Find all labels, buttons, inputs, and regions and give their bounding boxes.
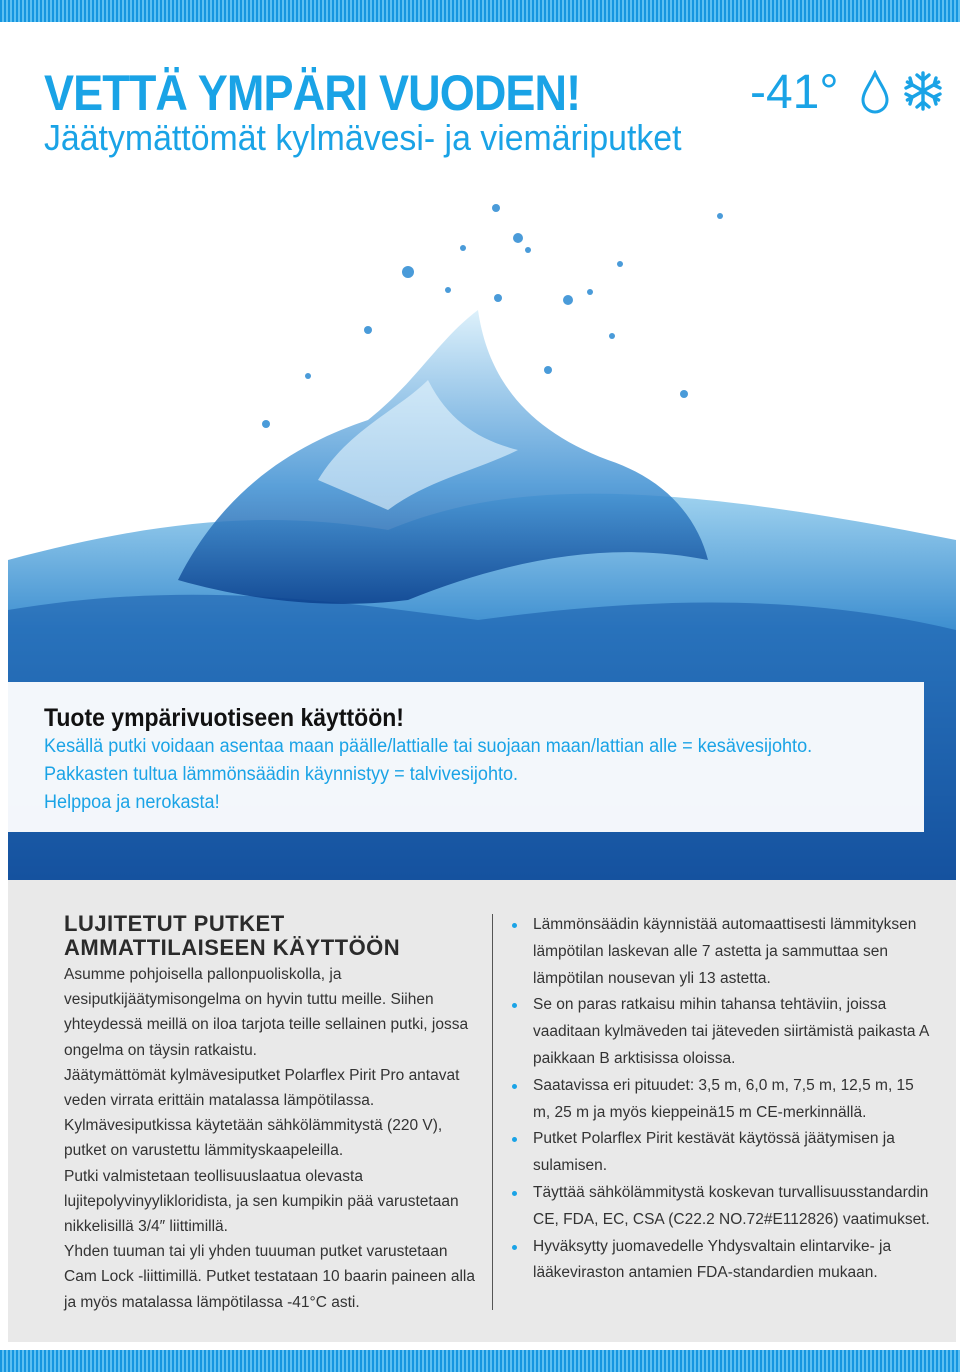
bullet-icon [512,1245,517,1250]
list-item [510,1234,930,1288]
list-item [510,1180,930,1234]
section-body [64,962,484,1315]
bullet-icon [512,1137,517,1142]
list-item [510,1126,930,1180]
list-item-text: Lämmönsäädin käynnistää automaattisesti lämmityksen lämpötilan laskevan alle 7 astetta ja sammuttaa sen lämpötilan nousevan yli 13 astetta. [533,916,917,987]
list-item-text: Putket Polarflex Pirit kestävät käytössä jäätymisen ja sulamisen. [533,1130,895,1175]
feature-list [510,912,930,1287]
paragraph: Putki valmistetaan teollisuuslaatua olevasta lujitepolyvinyylikloridista, ja sen kumpikin pää varustetaan nikkelisillä 3/4″ liittimillä. [64,1167,459,1236]
bullet-icon [512,1191,517,1196]
paragraph: Jäätymättömät kylmävesiputket Polarflex Pirit Pro antavat veden virrata erittäin matalassa lämpötilassa. [64,1066,460,1110]
column-divider [492,914,493,1310]
bottom-stripe [0,1350,960,1372]
page-subtitle: Jäätymättömät kylmävesi- ja viemäriputket [44,117,682,158]
paragraph: Yhden tuuman tai yli yhden tuuuman putket varustetaan Cam Lock -liittimillä. Putket testataan 10 baarin paineen alla ja myös matalassa lämpötilassa -41°C asti. [64,1243,475,1311]
intro-line: Helppoa ja nerokasta! [44,792,220,813]
list-item-text: Saatavissa eri pituudet: 3,5 m, 6,0 m, 7,5 m, 12,5 m, 15 m, 25 m ja myös kieppeinä15 m CE-merkinnällä. [533,1076,914,1121]
paragraph: Kylmävesiputkissa käytetään sähkölämmitystä (220 V), putket on varustettu lämmityskaapeleilla. [64,1117,443,1160]
list-item-text: Täyttää sähkölämmitystä koskevan turvallisuusstandardin CE, FDA, EC, CSA (C22.2 NO.72#E112826) vaatimukset. [533,1183,930,1228]
list-item [510,912,930,992]
list-item-text: Hyväksytty juomavedelle Yhdysvaltain elintarvike- ja lääkeviraston antamien FDA-standardien mukaan. [533,1237,892,1282]
top-stripe [0,0,960,22]
paragraph: Asumme pohjoisella pallonpuoliskolla, ja vesiputkijäätymisongelma on hyvin tuttu meille. Siihen yhteydessä meillä on iloa tarjota teille sellainen putki, jossa ongelma on täysin ratkaistu. [64,966,469,1059]
bullet-icon [512,1084,517,1089]
list-item-text: Se on paras ratkaisu mihin tahansa tehtäviin, joissa vaaditaan kylmäveden tai jäteveden siirtämistä paikasta A paikkaan B arktisissa oloissa. [533,996,929,1067]
intro-line: Pakkasten tultua lämmönsäädin käynnistyy = talvivesijohto. [44,764,519,785]
snowflake-icon [902,70,944,112]
intro-heading: Tuote ympärivuotiseen käyttöön! [44,704,404,732]
list-item [510,992,930,1072]
temperature-label: -41° [750,66,839,119]
list-item [510,1073,930,1127]
bullet-icon [512,1003,517,1008]
bullet-icon [512,923,517,928]
section-title: LUJITETUT PUTKET AMMATTILAISEEN KÄYTTÖÖN [64,911,401,960]
water-drop-icon [858,70,892,114]
intro-line: Kesällä putki voidaan asentaa maan päälle/lattialle tai suojaan maan/lattian alle = kesävesijohto. [44,736,813,757]
page-title: VETTÄ YMPÄRI VUODEN! [44,65,581,121]
